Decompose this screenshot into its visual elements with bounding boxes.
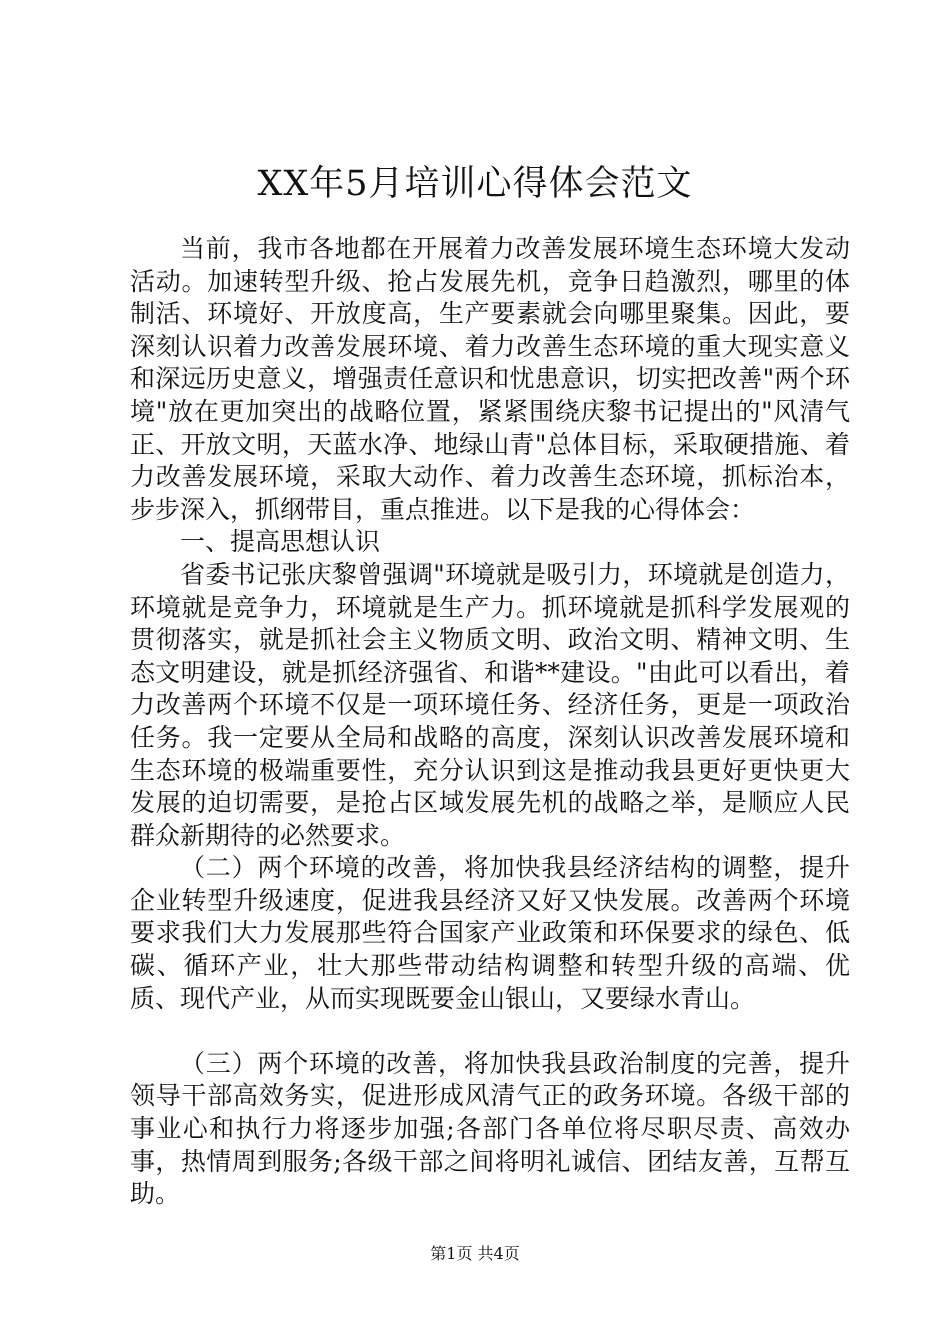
section-heading-1: 一、提高思想认识 [180, 527, 381, 557]
paragraph-section-3: （三）两个环境的改善，将加快我县政治制度的完善，提升领导干部高效务实，促进形成风清气正的政务环境。各级干部的事业心和执行力将逐步加强;各部门各单位将尽职尽责、高效办事，热情周到服务;各级干部之间将明礼诚信、团结友善，互帮互助。 [130, 1048, 850, 1209]
page-number-footer: 第1页 共4页 [430, 1244, 520, 1263]
paragraph-intro: 当前，我市各地都在开展着力改善发展环境生态环境大发动活动。加速转型升级、抢占发展先机，竞争日趋激烈，哪里的体制活、环境好、开放度高，生产要素就会向哪里聚集。因此，要深刻认识着力改善发展环境、着力改善生态环境的重大现实意义和深远历史意义，增强责任意识和忧患意识，切实把改善"两个环境"放在更加突出的战略位置，紧紧围绕庆黎书记提出的"风清气正、开放文明，天蓝水净、地绿山青"总体目标，采取硬措施、着力改善发展环境，采取大动作、着力改善生态环境，抓标治本，步步深入，抓纲带目，重点推进。以下是我的心得体会： [130, 234, 850, 524]
document-body [130, 233, 850, 1211]
paragraph-section-1: 省委书记张庆黎曾强调"环境就是吸引力，环境就是创造力，环境就是竞争力，环境就是生产力。抓环境就是抓科学发展观的贯彻落实，就是抓社会主义物质文明、政治文明、精神文明、生态文明建设，就是抓经济强省、和谐**建设。"由此可以看出，着力改善两个环境不仅是一项环境任务、经济任务，更是一项政治任务。我一定要从全局和战略的高度，深刻认识改善发展环境和生态环境的极端重要性，充分认识到这是推动我县更好更快更大发展的迫切需要，是抢占区域发展先机的战略之举，是顺应人民群众新期待的必然要求。 [130, 559, 850, 850]
document-title: XX年5月培训心得体会范文 [257, 164, 693, 204]
paragraph-section-2: （二）两个环境的改善，将加快我县经济结构的调整，提升企业转型升级速度，促进我县经济又好又快发展。改善两个环境要求我们大力发展那些符合国家产业政策和环保要求的绿色、低碳、循环产业，壮大那些带动结构调整和转型升级的高端、优质、现代产业，从而实现既要金山银山，又要绿水青山。 [130, 853, 850, 1013]
